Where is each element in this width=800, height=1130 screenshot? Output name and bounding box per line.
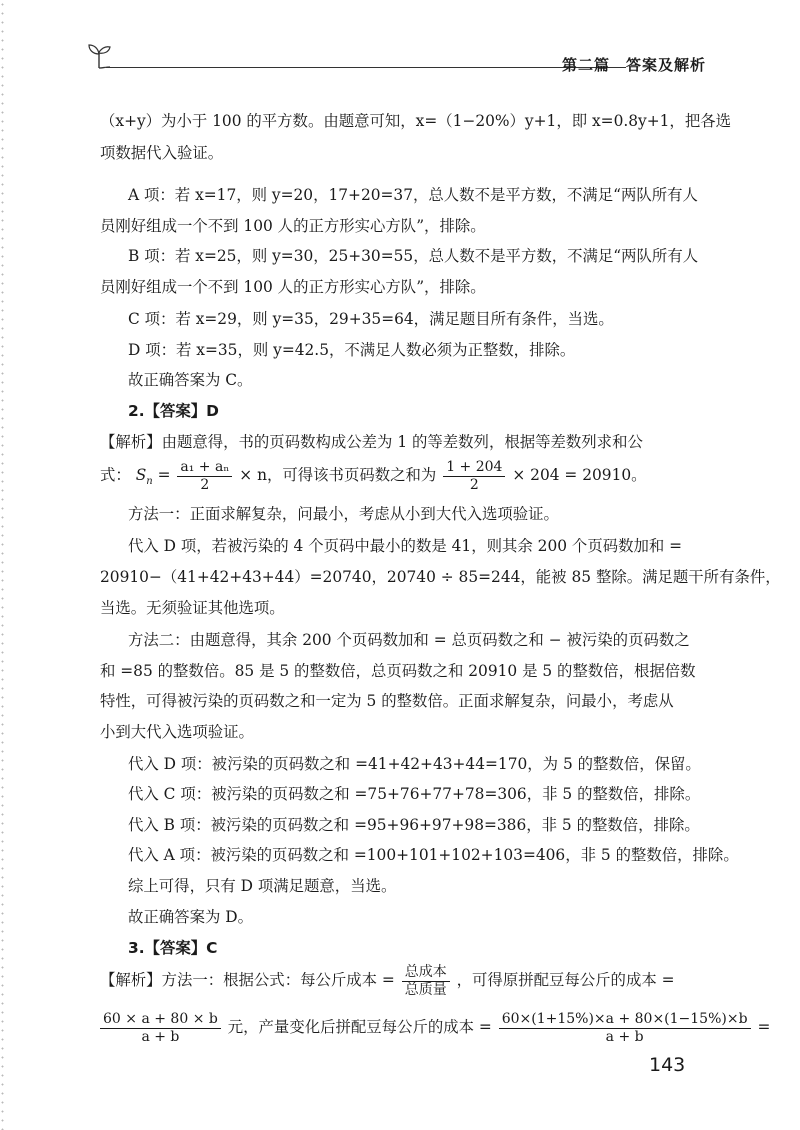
fraction-numerator: 总成本 [402, 964, 450, 982]
answer-heading: 3.【答案】C [128, 939, 218, 957]
text-line: 员刚好组成一个不到 100 人的正方形实心方队”，排除。 [100, 278, 486, 296]
fraction [177, 459, 232, 494]
text-line: 20910−（41+42+43+44）=20740，20740 ÷ 85=244，能被 85 整除。满足题干所有条件， [100, 568, 781, 586]
text-line: 特性，可得被污染的页码数之和一定为 5 的整数倍。正面求解复杂，问最小，考虑从 [100, 692, 674, 710]
fraction-denominator: a + b [605, 1028, 644, 1045]
text-line: 综上可得，只有 D 项满足题意，当选。 [128, 877, 397, 895]
formula-sub: n [146, 476, 153, 488]
page-header [86, 40, 706, 80]
text-line: 【解析】由题意得，书的页码数构成公差为 1 的等差数列，根据等差数列求和公 [100, 433, 643, 451]
fraction [443, 459, 505, 494]
formula-text: × 204 = 20910。 [512, 466, 647, 484]
fraction-numerator: 1 + 204 [443, 459, 505, 477]
text-line: A 项：若 x=17，则 y=20，17+20=37，总人数不是平方数，不满足“两队所有人 [128, 186, 698, 204]
formula-s: S [135, 466, 147, 484]
text-line: 方法二：由题意得，其余 200 个页码数加和 = 总页码数之和 − 被污染的页码数之 [128, 631, 690, 649]
formula-text: × n，可得该书页码数之和为 [239, 466, 437, 484]
fraction [100, 1011, 221, 1046]
text-line: （x+y）为小于 100 的平方数。由题意可知，x=（1−20%）y+1，即 x=0.8y+1，把各选 [100, 112, 731, 130]
text-line: C 项：若 x=29，则 y=35，29+35=64，满足题目所有条件，当选。 [128, 310, 614, 328]
fraction [499, 1011, 751, 1046]
text-line: 代入 D 项，若被污染的 4 个页码中最小的数是 41，则其余 200 个页码数加和 = [128, 537, 683, 555]
fraction-denominator: a + b [141, 1028, 180, 1045]
fraction [402, 964, 450, 999]
text-line: 小到大代入选项验证。 [100, 723, 254, 741]
text-line: 故正确答案为 D。 [128, 908, 253, 926]
formula-line: 式： $S_n$ = $\frac{\text{a₁ + aₙ}}{2}$ × n，可得该书页码数之和为 $\frac{1 + 204}{2}$ × 204 = 20910。 [100, 458, 647, 493]
header-title: 第二篇 答案及解析 [561, 56, 706, 74]
text-line: 元，产量变化后拼配豆每公斤的成本 = [227, 1018, 492, 1036]
fraction-numerator: 60 × a + 80 × b [100, 1011, 221, 1029]
text-line: 项数据代入验证。 [100, 144, 224, 162]
page-number: 143 [649, 1054, 686, 1076]
text-line: 和 =85 的整数倍。85 是 5 的整数倍，总页码数之和 20910 是 5 的整数倍，根据倍数 [100, 662, 696, 680]
text-line: 代入 A 项：被污染的页码数之和 =100+101+102+103=406，非 5 的整数倍，排除。 [128, 846, 739, 864]
fraction-denominator: 总质量 [404, 981, 447, 998]
formula-line [100, 1007, 771, 1047]
sprout-icon [86, 40, 112, 70]
text-line: 式： [100, 466, 131, 484]
answer-heading: 2.【答案】D [128, 402, 219, 420]
formula-text: = [757, 1018, 771, 1036]
text-line: 代入 D 项：被污染的页码数之和 =41+42+43+44=170，为 5 的整数倍，保留。 [128, 755, 701, 773]
fraction-numerator: a₁ + aₙ [177, 459, 232, 477]
text-line: 故正确答案为 C。 [128, 371, 253, 389]
text-line: 当选。无须验证其他选项。 [100, 599, 285, 617]
text-line: ，可得原拼配豆每公斤的成本 = [456, 971, 675, 989]
text-line: 员刚好组成一个不到 100 人的正方形实心方队”，排除。 [100, 217, 486, 235]
fraction-denominator: 2 [469, 476, 479, 493]
formula-line [100, 960, 700, 1000]
header-rule [106, 67, 626, 68]
text-line: 方法一：正面求解复杂，问最小，考虑从小到大代入选项验证。 [128, 505, 559, 523]
fraction-numerator: 60×(1+15%)×a + 80×(1−15%)×b [499, 1011, 751, 1029]
text-line: B 项：若 x=25，则 y=30，25+30=55，总人数不是平方数，不满足“两队所有人 [128, 247, 699, 265]
text-line: 代入 C 项：被污染的页码数之和 =75+76+77+78=306，非 5 的整数倍，排除。 [128, 785, 701, 803]
text-line: 代入 B 项：被污染的页码数之和 =95+96+97+98=386，非 5 的整数倍，排除。 [128, 816, 700, 834]
fraction-denominator: 2 [200, 476, 210, 493]
binding-dots [0, 0, 5, 1130]
text-line: 【解析】方法一：根据公式：每公斤成本 = [100, 971, 395, 989]
text-line: D 项：若 x=35，则 y=42.5，不满足人数必须为正整数，排除。 [128, 341, 576, 359]
